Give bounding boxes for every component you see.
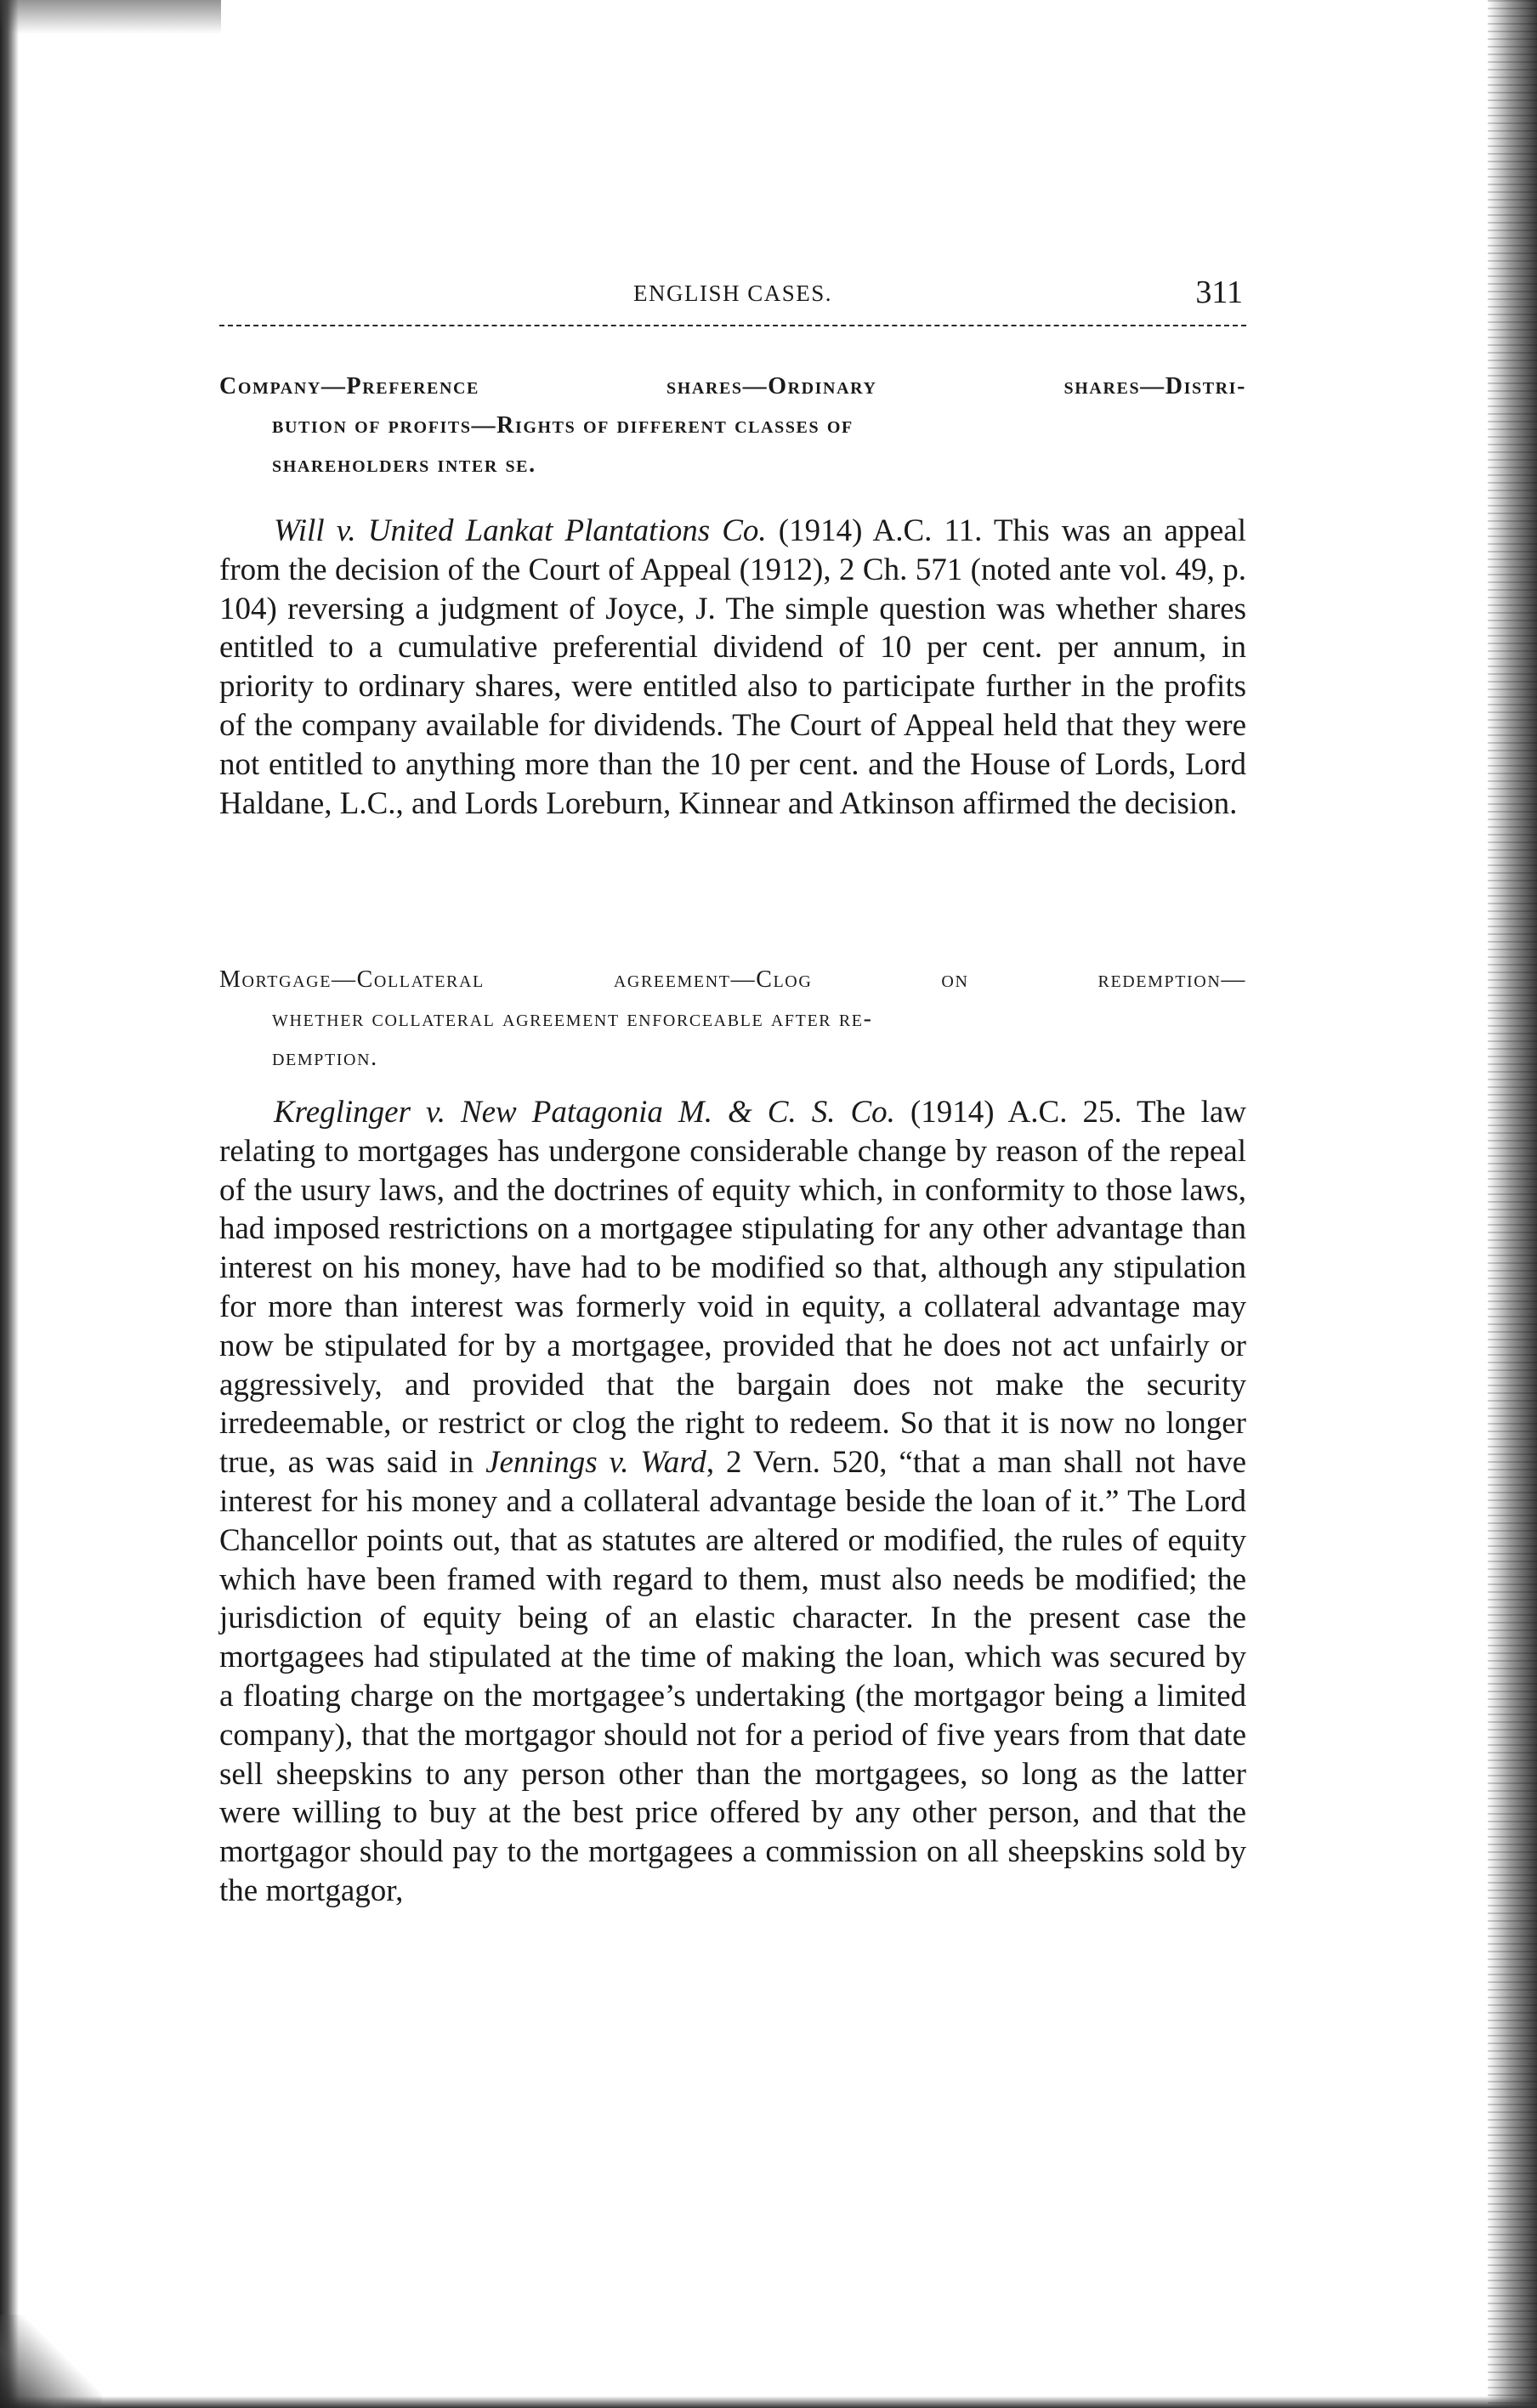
case-summary-part: (1914) A.C. 25. The law relating to mortgages has undergone considerable change by reason of the repeal of the usury laws, and the doctrines of equity which, in conformity to those laws, had imposed restrictions on a mortgagee stipulating for any other advantage than interest on his money, have had to be modified so that, although any stipulation for more than interest was formerly void in equity, a collateral advantage may now be stipulated for by a mortgagee, provided that he does not act unfairly or aggressively, and provided that the bargain does not make the security irredeemable, or restrict or clog the right to redeem. So that it is now no longer true, as was said in: [219, 1095, 1246, 1481]
scan-corner-bottom-left: [0, 2315, 102, 2408]
case-paragraph-will: [219, 512, 1246, 823]
running-title: ENGLISH CASES.: [632, 280, 833, 306]
heading-line: Company—Preference shares—Ordinary shares—Distri-: [219, 373, 1246, 399]
running-head: [219, 274, 1246, 311]
case-paragraph-kreglinger: [219, 1093, 1246, 1911]
heading-line: Mortgage—Collateral agreement—Clog on redemption—: [219, 966, 1246, 993]
heading-line: demption.: [272, 1045, 378, 1071]
scan-edge-bottom: [0, 2396, 1537, 2408]
scan-edge-left: [0, 0, 19, 2408]
heading-line: bution of profits—Rights of different classes of: [272, 412, 854, 439]
scan-edge-top: [0, 0, 221, 34]
section-heading-mortgage: [219, 960, 1246, 1078]
scan-edge-right: [1488, 0, 1537, 2408]
header-rule: [219, 325, 1246, 326]
case-name: Will v. United Lankat Plantations Co.: [274, 513, 767, 548]
heading-continuation: [219, 406, 1246, 484]
page-number: 311: [1195, 275, 1243, 310]
cited-case-name: Jennings v. Ward: [485, 1445, 706, 1481]
heading-line: whether collateral agreement enforceable after re-: [272, 1006, 873, 1032]
heading-continuation: [219, 1000, 1246, 1078]
heading-line: shareholders inter se.: [272, 451, 536, 478]
case-summary-part: , 2 Vern. 520, “that a man shall not have interest for his money and a collateral advantage beside the loan of it.” The Lord Chancellor points out, that as statutes are altered or modified, the rules of equity which have been framed with regard to them, must also needs be modified; the jurisdiction of equity being of an elastic character. In the present case the mortgagees had stipulated at the time of making the loan, which was secured by a floating charge on the mortgagee’s undertaking (the mortgagor being a limited company), that the mortgagor should not for a period of five years from that date sell sheepskins to any person other than the mortgagees, so long as the latter were willing to buy at the best price offered by any other person, and that the mortgagor should pay to the mortgagees a commission on all sheepskins sold by the mortgagor,: [219, 1445, 1246, 1908]
section-heading-company: [219, 367, 1246, 484]
case-name: Kreglinger v. New Patagonia M. & C. S. Co.: [274, 1095, 895, 1130]
case-summary: (1914) A.C. 11. This was an appeal from the decision of the Court of Appeal (1912), 2 Ch. 571 (noted ante vol. 49, p. 104) reversing a judgment of Joyce, J. The simple question was whether shares entitled to a cumulative preferential dividend of 10 per cent. per annum, in priority to ordinary shares, were entitled also to participate further in the profits of the company available for dividends. The Court of Appeal held that they were not entitled to anything more than the 10 per cent. and the House of Lords, Lord Haldane, L.C., and Lords Loreburn, Kinnear and Atkinson affirmed the decision.: [219, 513, 1247, 821]
